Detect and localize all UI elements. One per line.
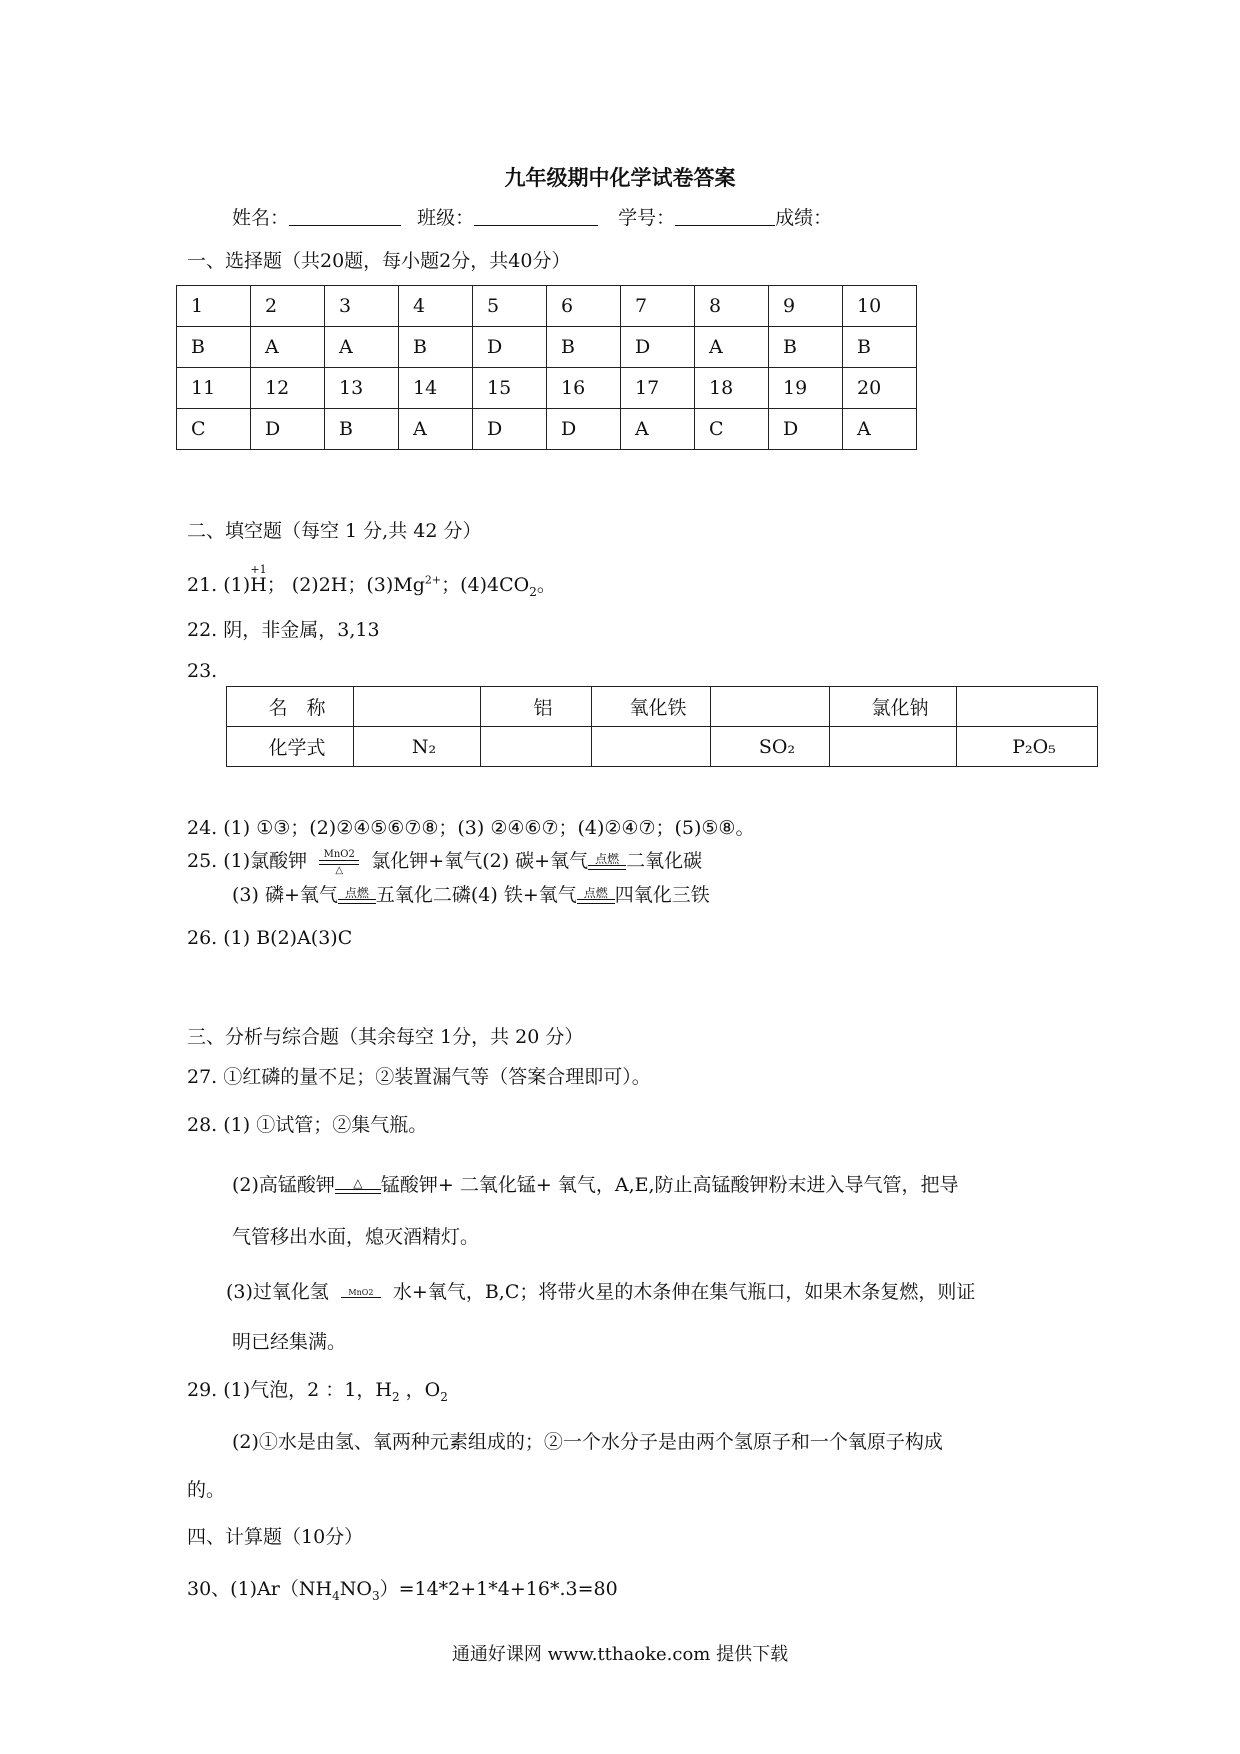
table-cell: 9 <box>769 286 843 327</box>
table-cell: 3 <box>325 286 399 327</box>
score-label: 成绩： <box>775 207 833 229</box>
section1-heading: 一、选择题（共20题，每小题2分，共40分） <box>187 250 571 272</box>
table-cell: 8 <box>695 286 769 327</box>
student-info-line <box>232 203 832 230</box>
section2-heading: 二、填空题（每空 1 分,共 42 分） <box>187 520 482 542</box>
table-cell: A <box>399 409 473 450</box>
table-cell: B <box>325 409 399 450</box>
table-cell <box>957 687 1098 727</box>
q28-part1: 28. (1) ①试管；②集气瓶。 <box>187 1114 428 1136</box>
table-cell: 12 <box>251 368 325 409</box>
q25-line2: (3) 磷+氧气 点燃 五氧化二磷(4) 铁+氧气 点燃 四氧化三铁 <box>232 884 710 906</box>
table-cell: A <box>325 327 399 368</box>
table-cell: A <box>251 327 325 368</box>
table-cell: SO₂ <box>711 727 830 767</box>
table-cell: C <box>177 409 251 450</box>
table-cell: 10 <box>843 286 917 327</box>
q22: 22. 阴，非金属，3,13 <box>187 619 380 641</box>
choice-answer-table <box>176 285 917 450</box>
table-cell <box>830 727 957 767</box>
name-label: 姓名： <box>232 207 290 229</box>
table-cell: D <box>769 409 843 450</box>
table-cell: 1 <box>177 286 251 327</box>
table-cell <box>592 727 711 767</box>
table-cell: A <box>621 409 695 450</box>
q29-part2-cont: 的。 <box>187 1479 226 1501</box>
name-formula-table <box>226 686 1098 767</box>
table-row <box>227 727 1098 767</box>
table-cell: 6 <box>547 286 621 327</box>
table-cell <box>354 687 481 727</box>
table-row <box>177 409 917 450</box>
table-cell: B <box>843 327 917 368</box>
table-cell: 化学式 <box>227 727 354 767</box>
table-cell: 17 <box>621 368 695 409</box>
table-cell: B <box>769 327 843 368</box>
table-cell <box>481 727 592 767</box>
table-cell: D <box>473 327 547 368</box>
table-row <box>177 286 917 327</box>
table-cell: 2 <box>251 286 325 327</box>
table-cell: B <box>399 327 473 368</box>
table-cell: 5 <box>473 286 547 327</box>
table-cell: 15 <box>473 368 547 409</box>
q29-part1: 29. (1)气泡，2 ：1，$H_2$ ，$O_2$ <box>187 1379 448 1404</box>
q23-label: 23. <box>187 660 218 682</box>
table-cell: 7 <box>621 286 695 327</box>
table-cell: 4 <box>399 286 473 327</box>
name-blank[interactable] <box>289 225 401 227</box>
id-blank[interactable] <box>675 225 775 227</box>
q29-part2: (2)①水是由氢、氧两种元素组成的；②一个水分子是由两个氢原子和一个氧原子构成 <box>232 1431 943 1453</box>
q28-part3-cont: 明已经集满。 <box>232 1331 347 1353</box>
table-cell: 13 <box>325 368 399 409</box>
table-cell: A <box>843 409 917 450</box>
table-cell <box>711 687 830 727</box>
class-blank[interactable] <box>474 225 598 227</box>
q27: 27. ①红磷的量不足；②装置漏气等（答案合理即可）。 <box>187 1066 651 1088</box>
table-cell: 氧化铁 <box>592 687 711 727</box>
id-label: 学号： <box>618 207 676 229</box>
table-row <box>177 327 917 368</box>
table-cell: D <box>547 409 621 450</box>
table-cell: 16 <box>547 368 621 409</box>
table-row <box>177 368 917 409</box>
table-cell: D <box>251 409 325 450</box>
section4-heading: 四、计算题（10分） <box>187 1526 364 1548</box>
table-cell: 19 <box>769 368 843 409</box>
q21: 21. (1) +1 H； (2)2H；$(3)Mg^{2+}$；$(4)4CO_2$。 <box>187 563 556 599</box>
table-cell: 氯化钠 <box>830 687 957 727</box>
ignite-condition: 点燃 <box>588 854 626 870</box>
table-cell: A <box>695 327 769 368</box>
table-cell: D <box>473 409 547 450</box>
h-charge: +1 H <box>250 563 267 596</box>
table-cell: 11 <box>177 368 251 409</box>
footer-download-note: 通通好课网 www.tthaoke.com 提供下载 <box>451 1644 789 1665</box>
q28-part3: (3)过氧化氢 MnO2 水+氧气，B,C；将带火星的木条伸在集气瓶口，如果木条复燃，则证 <box>226 1281 976 1303</box>
table-cell: 铝 <box>481 687 592 727</box>
q25-line1: 25. (1)氯酸钾 MnO2 △ 氯化钾+氧气(2) 碳+氧气 点燃 二氧化碳 <box>187 848 703 876</box>
table-cell: B <box>547 327 621 368</box>
table-cell: P₂O₅ <box>957 727 1098 767</box>
q26: 26. (1) B(2)A(3)C <box>187 927 353 949</box>
section3-heading: 三、分析与综合题（其余每空 1分，共 20 分） <box>187 1026 584 1048</box>
class-label: 班级： <box>417 207 475 229</box>
table-cell: B <box>177 327 251 368</box>
table-cell: C <box>695 409 769 450</box>
table-cell: 18 <box>695 368 769 409</box>
q28-part2-cont: 气管移出水面，熄灭酒精灯。 <box>232 1226 480 1248</box>
table-cell: 名 称 <box>227 687 354 727</box>
table-cell: 14 <box>399 368 473 409</box>
table-cell: D <box>621 327 695 368</box>
table-cell: 20 <box>843 368 917 409</box>
page-title: 九年级期中化学试卷答案 <box>504 165 736 190</box>
table-cell: N₂ <box>354 727 481 767</box>
q24: 24. (1) ①③；(2)②④⑤⑥⑦⑧；(3) ②④⑥⑦；(4)②④⑦；(5)⑤⑧。 <box>187 817 755 839</box>
q30: 30、$(1)Ar(NH_4NO_3)=14*2+1*4+16*.3=80$ <box>187 1578 618 1603</box>
q28-part2: (2)高锰酸钾 △ 锰酸钾+ 二氧化锰+ 氧气，A,E,防止高锰酸钾粉末进入导气管，把导 <box>232 1174 959 1196</box>
table-row <box>227 687 1098 727</box>
mno2-condition: MnO2 △ <box>319 849 359 876</box>
